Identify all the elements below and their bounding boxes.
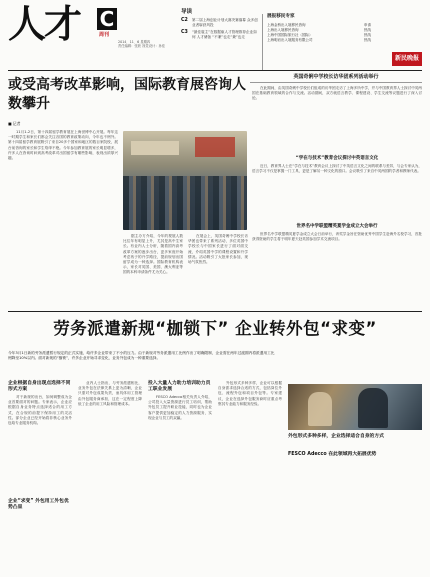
article2-subheading: 企业根据自身出现点选择不同形式方案 [8, 381, 71, 392]
divider [8, 311, 422, 312]
article1-right-column [252, 232, 422, 308]
toc-text: “最佳雇主”在数据驱人才管理推荐企业如何 人才储备 “不兼”也走“兼”也走 [192, 30, 257, 39]
paragraph: 近日，教育界人士在“学在与技术”教育会议上探讨了中英语言文化之间的联系与差异，与会专家认为，语言学习不仅是掌握一门工具，更是了解另一种文化的窗口。会议吸引了来自中英两国的学者和教师代表。 [252, 164, 422, 174]
paragraph: 业内人士指出，与劳务派遣相比，业务外包在法律关系上更为清晰，企业只需对外包成果负责，而具体用工管理由外包服务商承担，这在一定程度上降低了企业的用工风险和管理成本。 [78, 381, 142, 406]
section-letter-badge: C [97, 8, 117, 30]
weekly-label: 周刊 [99, 32, 110, 38]
paragraph: FESCO Adecco相关负责人介绍，公司投入大量资源进行员工培训，帮助外包员工提升职业技能，同时也为企业客户提供更加稳定的人力资源服务，实现企业与员工的双赢。 [148, 395, 212, 420]
paragraph: 外包形式多种多样，企业可以根据自身需求选择合适的方式，包括岗位外包、流程外包和项目外包等。专家建议，企业在选择外包服务商时应重点考察其专业能力和服务经验。 [218, 381, 282, 406]
toc-text: 第二届上海创业计划大赛决赛落幕 众多创业者崭获风投 [192, 18, 258, 27]
article1-column [123, 234, 183, 308]
article1-reporter: ■ 记者 [8, 121, 21, 126]
toc-page: C3 [181, 30, 188, 36]
article2-headline: 劳务派遣新规“枷锁下” 企业转外包“求变” [53, 319, 377, 338]
ad-row [267, 38, 371, 43]
article2-subheading: 企业“求变” 外包用工外包优势凸显 [8, 499, 69, 510]
article2-column [8, 395, 72, 495]
exhibition-photo [123, 131, 247, 230]
article2-column [218, 381, 282, 571]
toc-item[interactable] [181, 18, 259, 27]
ad-name: 上海中国国际旅行社（国际） [267, 32, 313, 37]
article1-headline: 或受高考改革影响，国际教育展咨询人数攀升 [8, 77, 246, 112]
article2-lede: 今年3月1日新的劳务派遣暂行规定的正式实施，给许多企业带来了不小的压力。由于新规对劳务派遣用工比例作出了明确限制，企业需在两年过渡期内将派遣用工比例降至10%以内。面对新规的“枷锁”，许多企业开始寻求变化，业务外包成为一种重要选择。 [8, 351, 275, 361]
paragraph: 据主办方介绍，今年的观展人数比往年有明显上升，尤其是高中生家长。有业内人士分析，随着国内高考改革方案的逐步出台，更多家庭开始考虑孩子的升学路径，提前规划出国留学成为一种选择。国际教育机构表示，家长对英国、美国、澳大利亚等国的本科申请条件尤为关心。 [123, 234, 183, 275]
ad-name: 上海出入境移民咨询 [267, 27, 299, 32]
article1-subheading: “学在与技术”教育会议探讨中英语言文化 [295, 156, 379, 161]
article1-subheading: 世界名中学联盟精英夏学金成立大会举行 [296, 224, 378, 229]
ad-name: 上海金桥出入境移民咨询 [267, 22, 306, 27]
newspaper-logo: 新民晚报 [392, 52, 422, 66]
ad-tel: 申请 [364, 22, 371, 27]
ad-tel: 热线 [364, 37, 371, 42]
toc-item[interactable] [181, 30, 259, 39]
article1-column [8, 130, 118, 308]
paragraph: 对于新规的出台，如何调整成为企业首要面对的问题。专家表示，企业应根据自身业务特点选择适合的用工方式，在合规的前提下保持用工的灵活性。部分企业已经开始将非核心业务外包给专业服务机构。 [8, 395, 72, 426]
article1-right-column [252, 86, 422, 154]
issue-info [118, 40, 170, 49]
article2-subheading: 外包形式多种多样，企业选择适合自身的方式 [288, 434, 384, 439]
issue-date: 2014．11．6 星期四 [118, 40, 151, 44]
ad-tel: 热线 [364, 32, 371, 37]
ad-name: 上海明岩出入境服务有限公司 [267, 37, 313, 42]
issue-editor: 责任编辑：张欣 视觉设计：孙佳 [118, 44, 166, 49]
divider [8, 70, 422, 71]
article1-right-column [252, 164, 422, 222]
ad-title: 展报移民专家 [267, 14, 295, 19]
toc-heading: 导读 [181, 9, 193, 15]
staff-photo [288, 384, 422, 430]
toc-page: C2 [181, 18, 188, 23]
article2-column [78, 381, 142, 571]
paragraph: 在此期间，由英国奇俐中学校长们组成的访华团走访了上海多所中学，并与中国教育界人士探讨中英两国在基础教育领域的合作与交流。活动期间，双方就语言教学、课程建设、学生交流等议题进行了深入讨论。 [252, 86, 422, 101]
article2-subheading: 投入大量人力助力培训助力员工职业发展 [148, 381, 211, 392]
article2-column [148, 395, 212, 571]
article1-section-title: 英国奇俐中学校长访华团系列活动举行 [250, 74, 422, 83]
toc-list [181, 18, 259, 42]
ad-tel: 热线 [364, 27, 371, 32]
article1-column [188, 234, 248, 308]
paragraph: 在展会上，英国奇俐中学校长访华团也带来了系列活动，多位英国中学校长与中国家长进行了面对面交流，介绍英国中学的课程设置和升学情况。活动吸引了大批家长参加，现场气氛热烈。 [188, 234, 248, 265]
article2-subheading: FESCO Adecco 在此领域再大拓展优势 [288, 452, 377, 457]
paragraph: 世界名中学联盟精英夏学金成立大会日前举行，该奖学金旨在资助优秀中国学生赴海外名校学习，首批获得资助的学生将于明年夏天赴英国参加学术交流项目。 [252, 232, 422, 242]
paragraph: 11月1-2日，第十四届留学教育展在上海世博中心开展。每年这一时期学生和家长们都会关注各国的教育政策动向，今年也不例外。第十四届留学教育展吸引了来自20多个国家和地区的数百家院校，展台前咨询的家长和学生络绎不绝。今年参加教育展的家长明显增多，许多人在咨询时问到高考改革对出国留学有哪些影响，表现出浓厚兴趣。 [8, 130, 118, 161]
masthead-title: 人才 [8, 1, 81, 46]
